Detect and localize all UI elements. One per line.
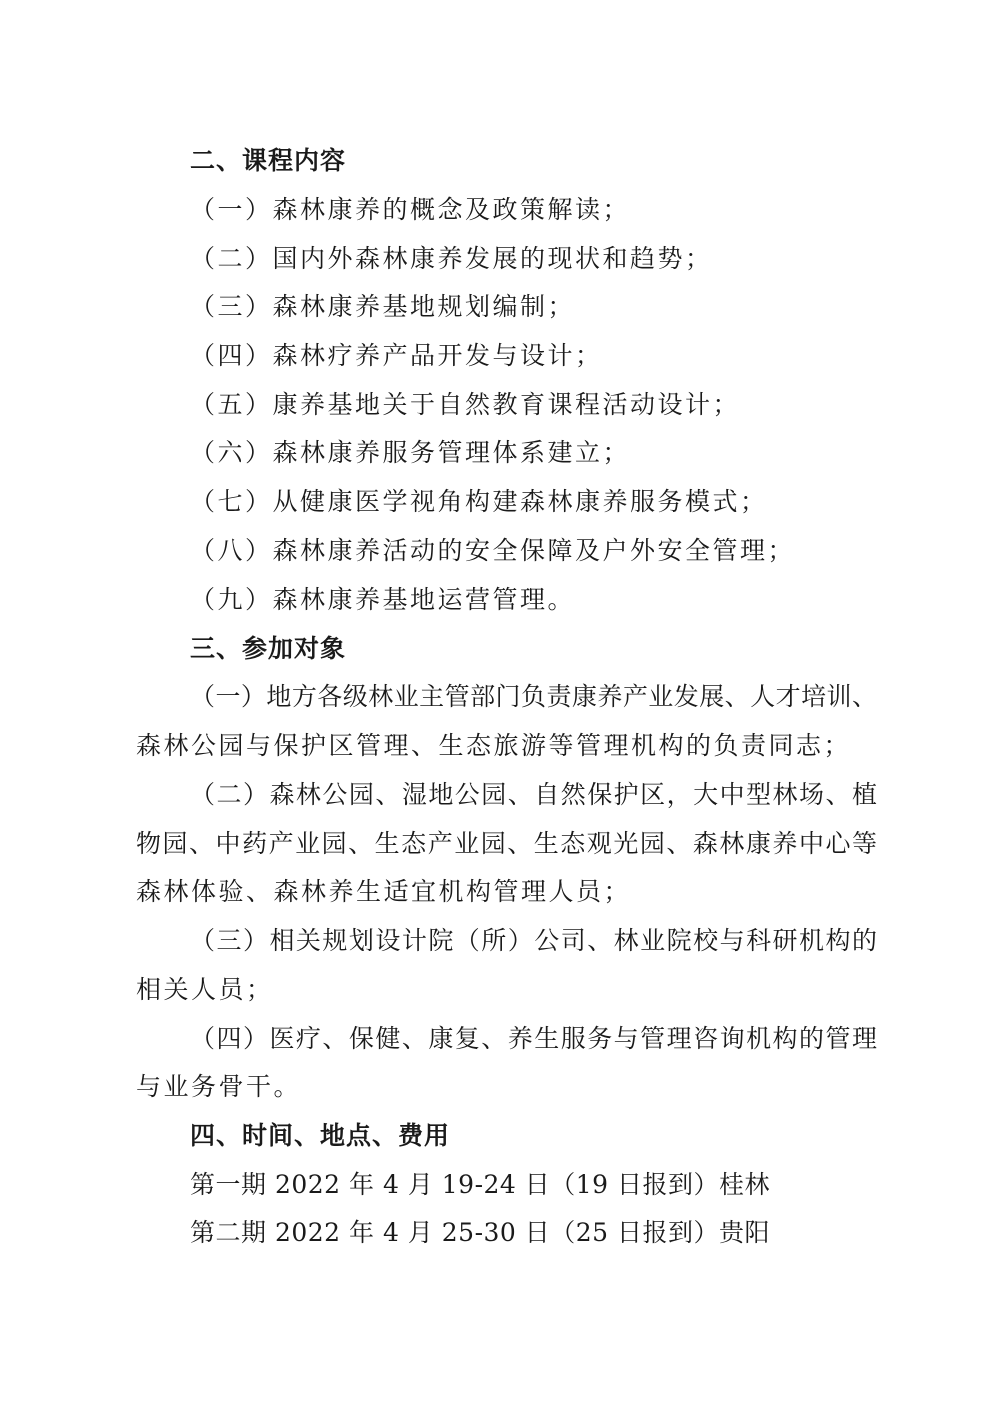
course-item-5: （五）康养基地关于自然教育课程活动设计； <box>190 390 741 419</box>
participant-p4-line1: （四）医疗、保健、康复、养生服务与管理咨询机构的管理 <box>190 1024 877 1053</box>
participant-p2-line2: 物园、中药产业园、生态产业园、生态观光园、森林康养中心等 <box>136 829 877 858</box>
course-item-3: （三）森林康养基地规划编制； <box>190 292 576 321</box>
course-item-6: （六）森林康养服务管理体系建立； <box>190 438 631 467</box>
participant-p2-line3: 森林体验、森林养生适宜机构管理人员； <box>136 877 632 906</box>
course-item-1: （一）森林康养的概念及政策解读； <box>190 195 631 224</box>
course-item-9: （九）森林康养基地运营管理。 <box>190 585 576 614</box>
participant-p4-line2: 与业务骨干。 <box>136 1072 302 1101</box>
participant-p2-line1: （二）森林公园、湿地公园、自然保护区，大中型林场、植 <box>190 780 877 809</box>
section-heading-participants: 三、参加对象 <box>190 634 347 663</box>
section-heading-course-content: 二、课程内容 <box>190 146 347 175</box>
course-item-2: （二）国内外森林康养发展的现状和趋势； <box>190 244 713 273</box>
course-item-8: （八）森林康养活动的安全保障及户外安全管理； <box>190 536 796 565</box>
section-heading-time-place-fee: 四、时间、地点、费用 <box>190 1121 451 1150</box>
participant-p1-line2: 森林公园与保护区管理、生态旅游等管理机构的负责同志； <box>136 731 852 760</box>
participant-p3-line2: 相关人员； <box>136 975 274 1004</box>
participant-p1-line1: （一）地方各级林业主管部门负责康养产业发展、人才培训、 <box>190 682 877 711</box>
session-2: 第二期 2022 年 4 月 25-30 日（25 日报到）贵阳 <box>190 1218 771 1247</box>
session-1: 第一期 2022 年 4 月 19-24 日（19 日报到）桂林 <box>190 1170 771 1199</box>
course-item-4: （四）森林疗养产品开发与设计； <box>190 341 603 370</box>
course-item-7: （七）从健康医学视角构建森林康养服务模式； <box>190 487 768 516</box>
participant-p3-line1: （三）相关规划设计院（所）公司、林业院校与科研机构的 <box>190 926 877 955</box>
